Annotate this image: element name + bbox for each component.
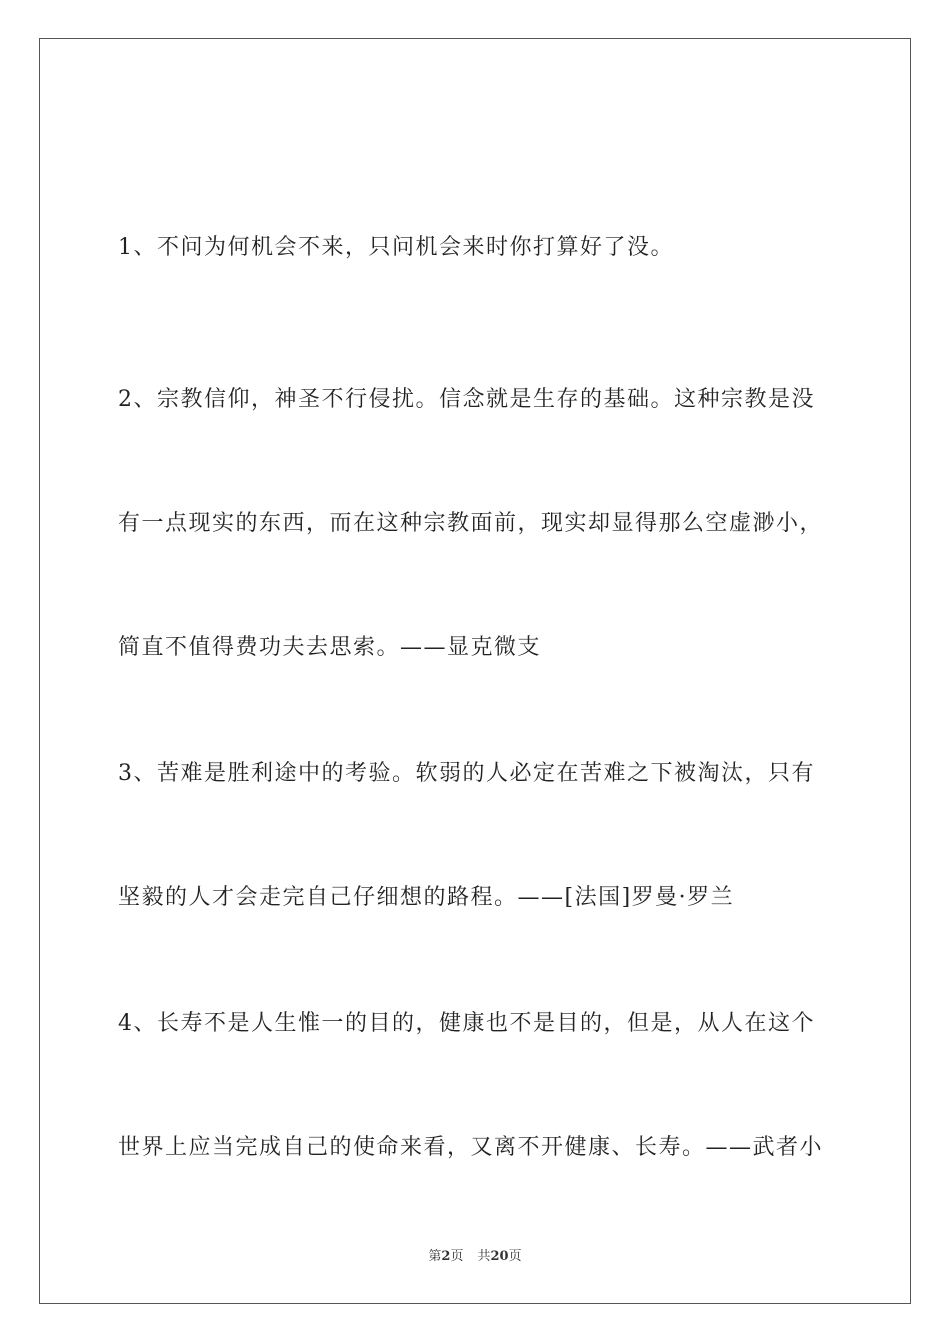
text-line-1: 1、不问为何机会不来，只问机会来时你打算好了没。 (118, 235, 674, 260)
footer-total-suffix: 页 (508, 1249, 522, 1264)
text-line-4: 简直不值得费功夫去思索。——显克微支 (118, 635, 542, 660)
footer-total-prefix: 共 (477, 1249, 491, 1264)
text-line-8: 世界上应当完成自己的使命来看，又离不开健康、长寿。——武者小 (118, 1135, 824, 1160)
footer-page-current: 2 (441, 1249, 451, 1264)
footer-page-suffix: 页 (450, 1249, 464, 1264)
text-line-5: 3、苦难是胜利途中的考验。软弱的人必定在苦难之下被淘汰，只有 (118, 761, 815, 786)
footer-page-prefix: 第 (428, 1249, 442, 1264)
text-line-3: 有一点现实的东西，而在这种宗教面前，现实却显得那么空虚渺小， (118, 511, 824, 536)
page-footer (0, 1248, 950, 1266)
text-line-6: 坚毅的人才会走完自己仔细想的路程。——[法国]罗曼·罗兰 (118, 885, 735, 910)
footer-page-total: 20 (490, 1249, 509, 1264)
page-border (39, 38, 911, 1304)
text-line-7: 4、长寿不是人生惟一的目的，健康也不是目的，但是，从人在这个 (118, 1011, 815, 1036)
text-line-2: 2、宗教信仰，神圣不行侵扰。信念就是生存的基础。这种宗教是没 (118, 387, 815, 412)
